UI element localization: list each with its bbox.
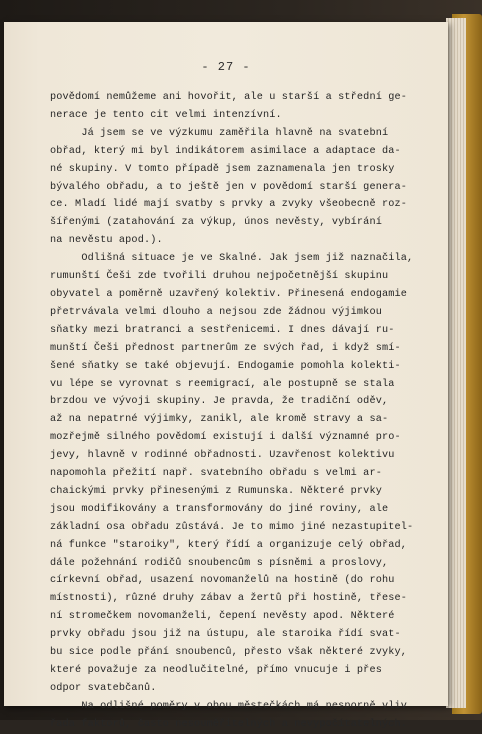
text-line: šené sňatky se také objevují. Endogamie pomohla kolekti-: [50, 360, 401, 372]
text-line: munští Češi přednost partnerům ze svých řad, i když smí-: [50, 342, 401, 354]
text-line: bu sice podle přání snoubenců, přesto však některé zvyky,: [50, 647, 408, 659]
page-number: - 27 -: [201, 60, 251, 74]
text-line: dále požehnání rodičů snoubencům s písněmi a proslovy,: [50, 557, 389, 569]
text-line: obřad, který mi byl indikátorem asimilace a adaptace da-: [50, 145, 401, 157]
text-line: brzdou ve vývoji skupiny. Je pravda, že tradiční oděv,: [50, 396, 389, 408]
text-line: Na odlišné poměry v obou městečkách má nesporně vliv: [50, 700, 408, 712]
text-line: napomohla přežití např. svatebního obřadu s velmi ar-: [50, 468, 382, 480]
text-line: né skupiny. V tomto případě jsem zaznamenala jen trosky: [50, 163, 395, 175]
text-line: bývalého obřadu, a to ještě jen v povědomí starší genera-: [50, 181, 408, 193]
text-line: chaickými prvky přinesenými z Rumunska. Některé prvky: [50, 485, 382, 497]
text-line: prvky obřadu jsou již na ústupu, ale staroika řídí svat-: [50, 629, 401, 641]
text-line: jsou modifikovány a transformovány do jiné roviny, ale: [50, 503, 389, 515]
text-line: Odlišná situace je ve Skalné. Jak jsem již naznačila,: [50, 253, 414, 265]
body-text: [50, 89, 414, 734]
text-line: nerace je tento cit velmi intenzívní.: [50, 109, 282, 121]
text-line: až na nepatrné výjimky, zanikl, ale kromě stravy a sa-: [50, 414, 389, 426]
text-line: řada faktorů, často nesouměřitelných a nevypočítatelných.: [50, 718, 408, 730]
text-line: mozřejmě silného povědomí existují i další významné pro-: [50, 432, 401, 444]
text-line: Já jsem se ve výzkumu zaměřila hlavně na svatební: [50, 127, 389, 139]
text-line: povědomí nemůžeme ani hovořit, ale u starší a střední ge-: [50, 92, 408, 103]
text-line: které považuje za neodlučitelné, přímo vnucuje i přes: [50, 665, 382, 676]
text-line: obyvatel a poměrně uzavřený kolektiv. Přinesená endogamie: [50, 288, 408, 300]
text-line: sňatky mezi bratranci a sestřenicemi. I dnes dávají ru-: [50, 324, 395, 336]
text-line: ní stromečkem novomanželi, čepení nevěsty apod. Některé: [50, 611, 395, 623]
text-line: jevy, hlavně v rodinné obřadnosti. Uzavřenost kolektivu: [50, 450, 395, 462]
text-line: rumunští Češi zde tvořili druhou nejpočetnější skupinu: [50, 271, 389, 283]
text-line: vu lépe se vyrovnat s reemigrací, ale postupně se stala: [50, 378, 395, 390]
text-line: církevní obřad, usazení novomanželů na hostině (do rohu: [50, 575, 395, 587]
text-line: přetrvávala velmi dlouho a nejsou zde žádnou výjimkou: [50, 306, 382, 318]
text-line: místnosti), různé druhy zábav a žertů při hostině, třese-: [50, 593, 408, 605]
text-line: odpor svatebčanů.: [50, 682, 157, 694]
document-page: [4, 22, 448, 730]
text-line: základní osa obřadu zůstává. Je to mimo jiné nezastupitel-: [50, 521, 414, 533]
text-line: ce. Mladí lidé mají svatby s prvky a zvyky všeobecně roz-: [50, 199, 408, 211]
page-stack-edge: [446, 18, 466, 708]
text-line: ná funkce "staroiky", který řídí a organizuje celý obřad,: [50, 539, 408, 551]
text-line: šířenými (zatahování za výkup, únos nevěsty, vybírání: [50, 217, 382, 229]
text-line: na nevěstu apod.).: [50, 235, 163, 247]
